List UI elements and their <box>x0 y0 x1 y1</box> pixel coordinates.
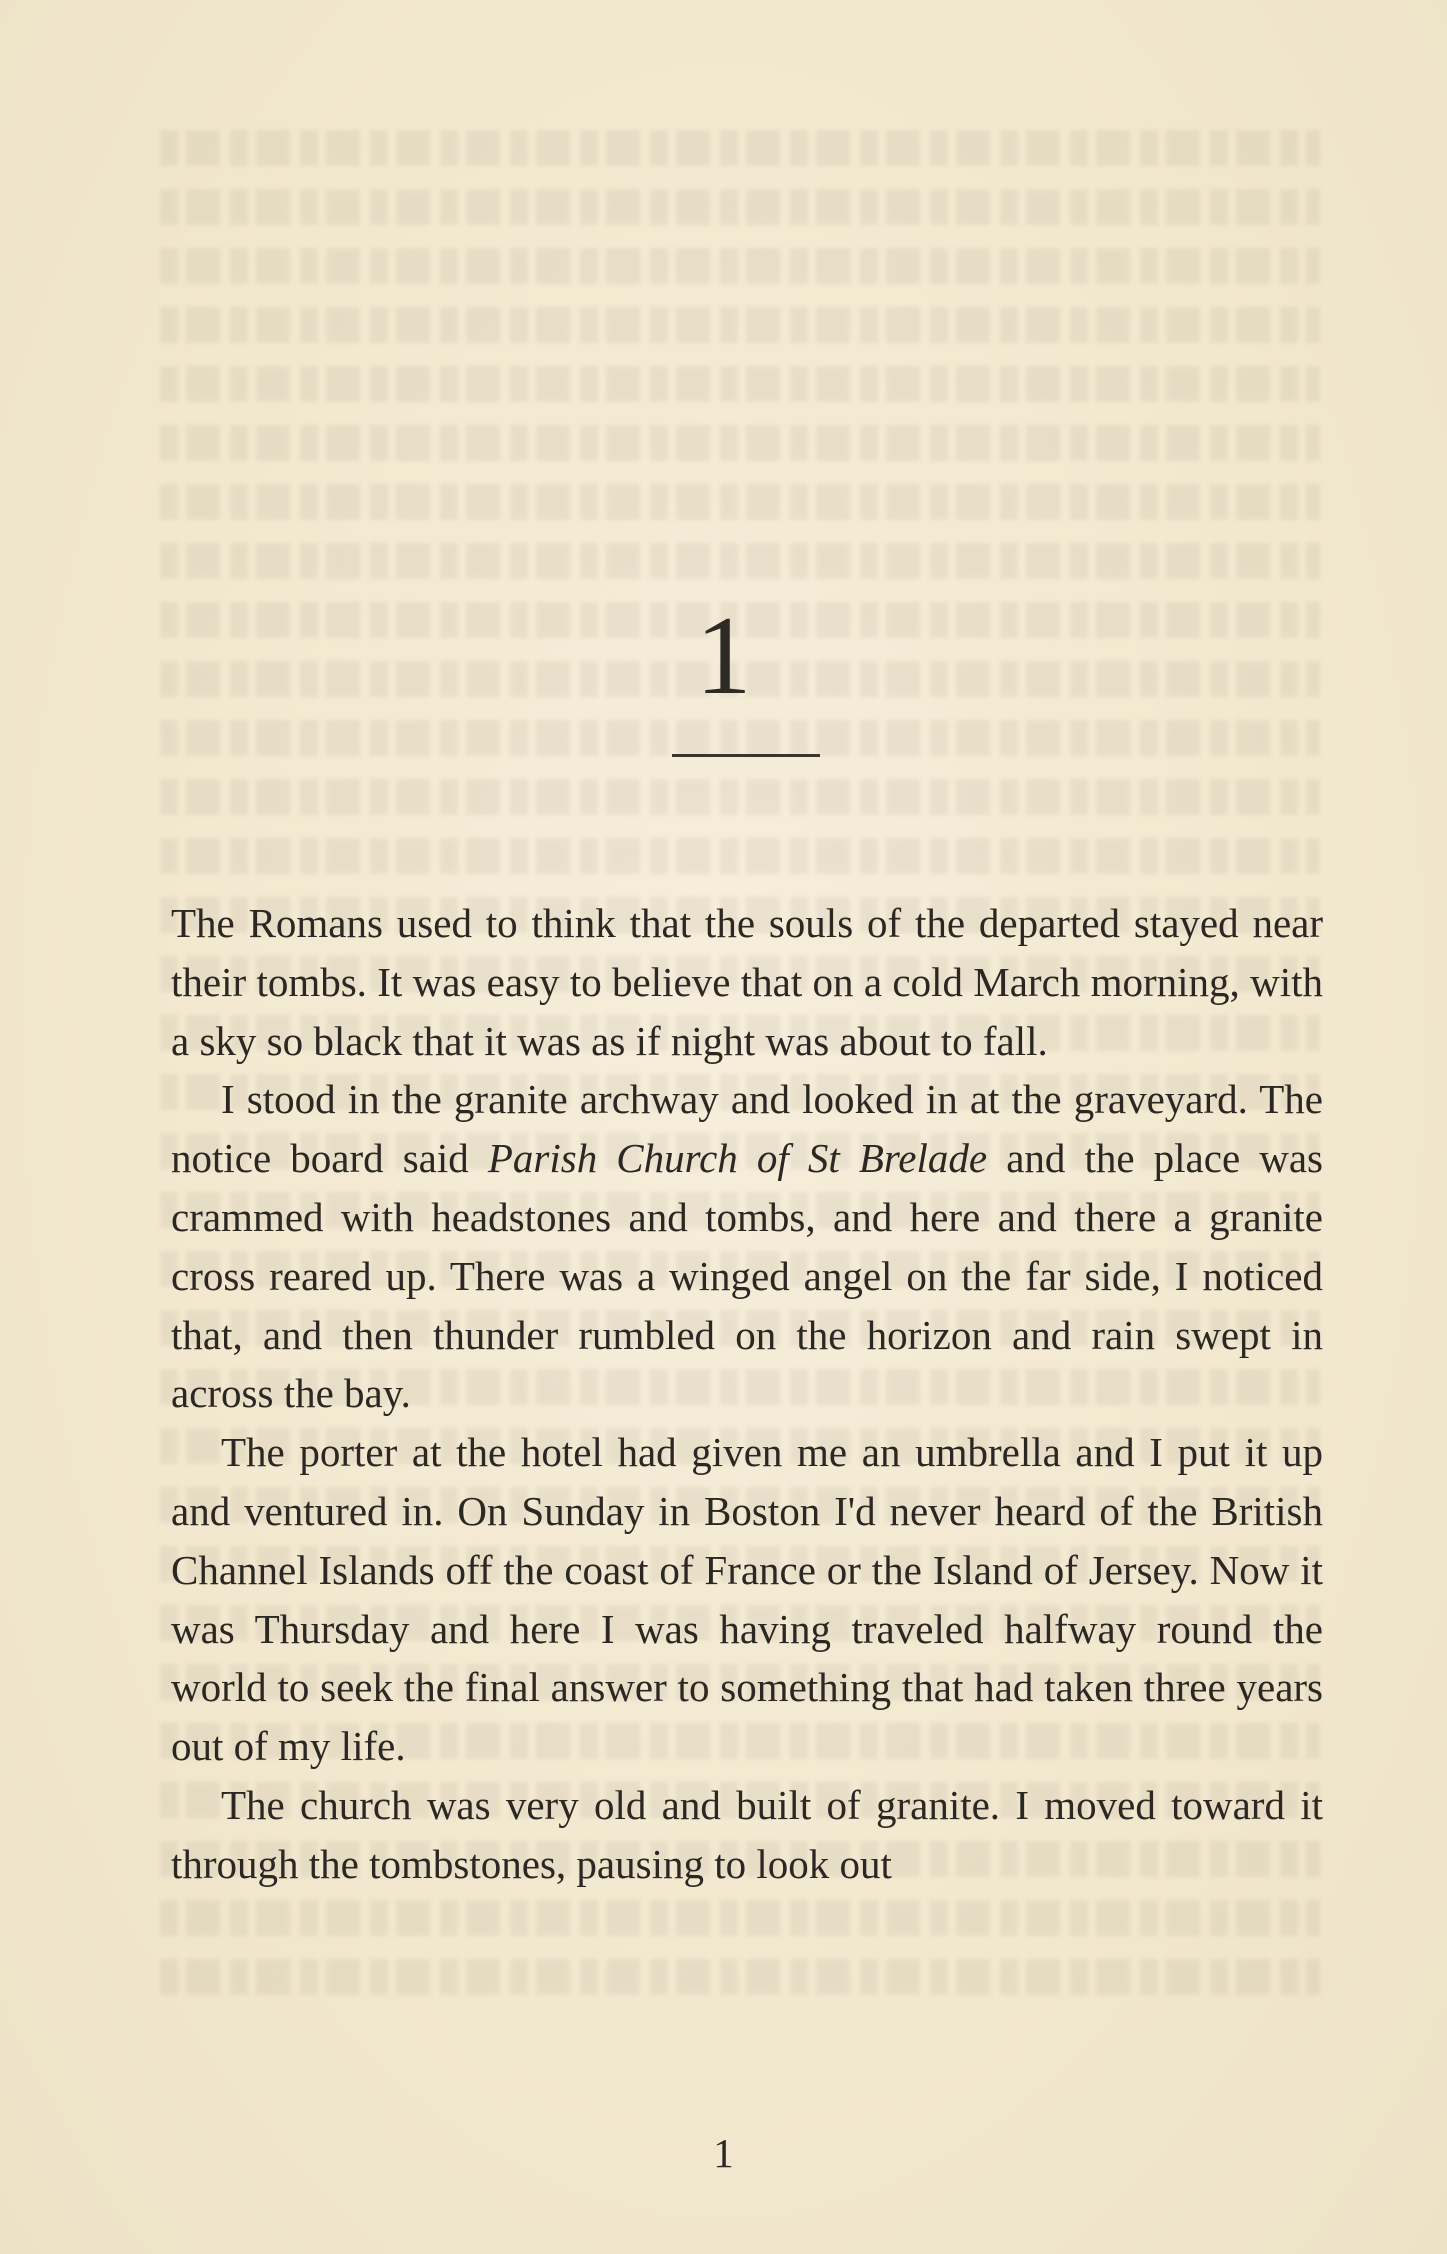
page-number: 1 <box>713 2130 734 2176</box>
paragraph-4-text: The church was very old and built of granite. I moved toward it through the tombstones, pausing to look out <box>171 1781 1323 1887</box>
chapter-rule <box>672 754 820 757</box>
paragraph-2-text-before: I stood in the granite archway and looked in at the graveyard. The notice board said <box>171 1076 1323 1182</box>
paragraph-1 <box>171 894 1323 1070</box>
chapter-number: 1 <box>695 594 752 718</box>
chapter-body <box>171 894 1323 1894</box>
church-name: Parish Church of St Brelade <box>487 1135 988 1182</box>
paragraph-2 <box>171 1070 1323 1423</box>
paragraph-3 <box>171 1423 1323 1776</box>
paragraph-4 <box>171 1776 1323 1894</box>
paragraph-3-text: The porter at the hotel had given me an umbrella and I put it up and ventured in. On Sunday in Boston I'd never heard of the British Channel Islands off the coast of France or the Island of Jersey. Now it was Thursday and here I was having traveled halfway round the world to seek the final answer to something that had taken three years out of my life. <box>171 1429 1323 1770</box>
paragraph-2-text-after: and the place was crammed with headstones and tombs, and here and there a granite cross reared up. There was a winged angel on the far side, I noticed that, and then thunder rumbled on the horizon and rain swept in across the bay. <box>171 1135 1324 1417</box>
paragraph-1-text: The Romans used to think that the souls of the departed stayed near their tombs. It was easy to believe that on a cold March morning, with a sky so black that it was as if night was about to fall. <box>171 900 1323 1064</box>
